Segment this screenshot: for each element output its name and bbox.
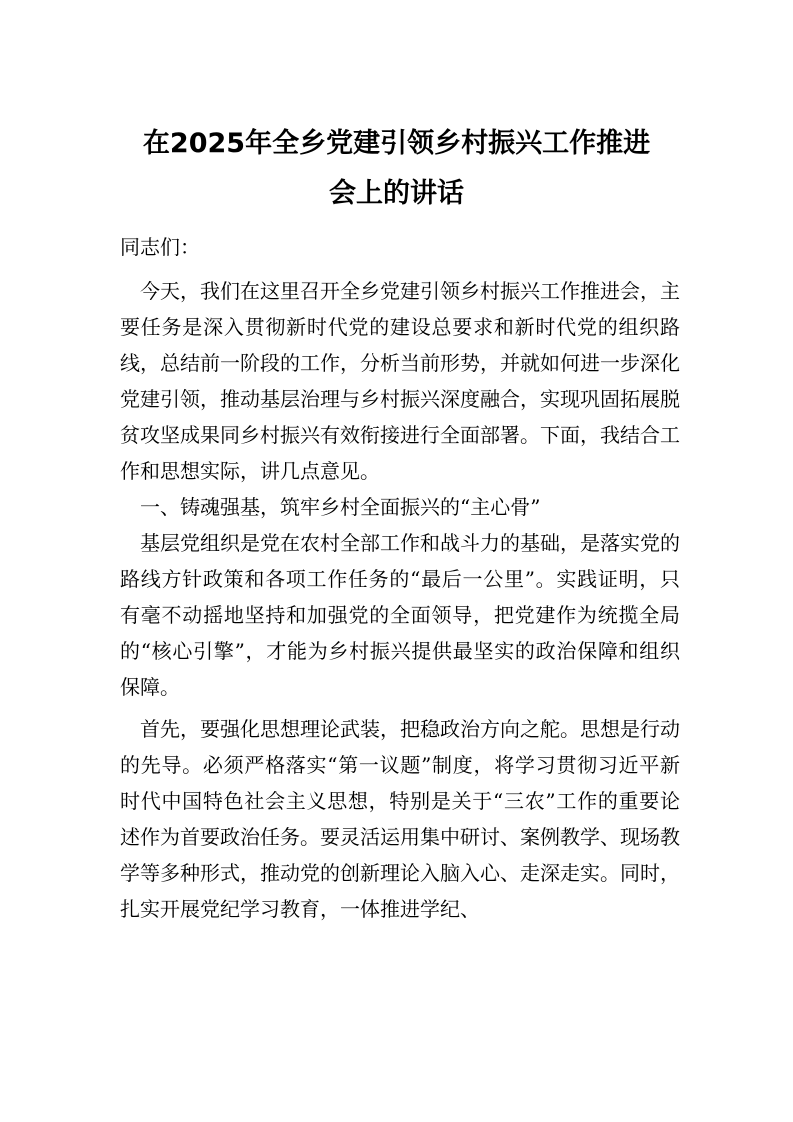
document-body xyxy=(120,229,680,927)
paragraph-first-point: 首先，要强化思想理论武装，把稳政治方向之舵。思想是行动的先导。必须严格落实“第一议题”制度，将学习贯彻习近平新时代中国特色社会主义思想，特别是关于“三农”工作的重要论述作为首要政治任务。要灵活运用集中研讨、案例教学、现场教学等多种形式，推动党的创新理论入脑入心、走深走实。同时，扎实开展党纪学习教育，一体推进学纪、 xyxy=(120,717,680,921)
paragraph-section-1: 基层党组织是党在农村全部工作和战斗力的基础，是落实党的路线方针政策和各项工作任务的“最后一公里”。实践证明，只有毫不动摇地坚持和加强党的全面领导，把党建作为统揽全局的“核心引擎”，才能为乡村振兴提供最坚实的政治保障和组织保障。 xyxy=(120,531,680,699)
section-heading-1: 一、铸魂强基，筑牢乡村全面振兴的“主心骨” xyxy=(140,495,541,519)
paragraph-opening: 今天，我们在这里召开全乡党建引领乡村振兴工作推进会，主要任务是深入贯彻新时代党的建设总要求和新时代党的组织路线，总结前一阶段的工作，分析当前形势，并就如何进一步深化党建引领，推动基层治理与乡村振兴深度融合，实现巩固拓展脱贫攻坚成果同乡村振兴有效衔接进行全面部署。下面，我结合工作和思想实际，讲几点意见。 xyxy=(120,279,680,483)
salutation: 同志们： xyxy=(120,235,200,259)
document-title-line-2: 会上的讲话 xyxy=(329,178,464,209)
document-title-line-1: 在2025年全乡党建引领乡村振兴工作推进 xyxy=(142,128,651,159)
